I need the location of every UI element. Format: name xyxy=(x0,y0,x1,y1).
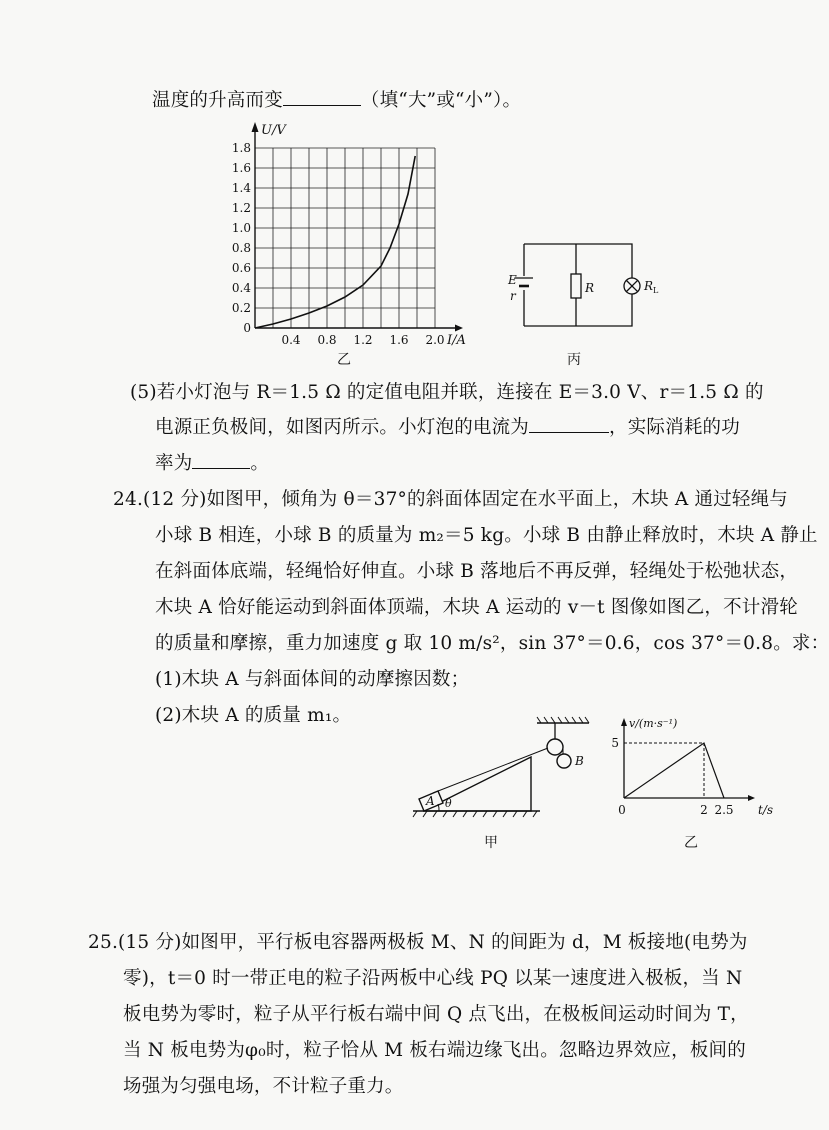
iu-x-tick-label: 1.6 xyxy=(389,333,409,347)
vt-x-tick-label: 2.5 xyxy=(714,803,734,817)
incline-diagram xyxy=(405,715,605,825)
q25-line: 当 N 板电势为φ₀时，粒子恰从 M 板右端边缘飞出。忽略边界效应，板间的 xyxy=(123,1040,746,1061)
q25-line: 25.(15 分)如图甲，平行板电容器两极板 M、N 的间距为 d，M 板接地(电势为 xyxy=(88,932,748,953)
iu-y-tick-label: 0.8 xyxy=(231,241,251,255)
vt-y-arrow xyxy=(621,718,627,726)
q24-line: 在斜面体底端，轻绳恰好伸直。小球 B 落地后不再反弹，轻绳处于松弛状态， xyxy=(155,561,799,582)
iu-y-arrow xyxy=(252,122,259,132)
label-r: R xyxy=(585,281,595,295)
q5-text: 电源正负极间，如图丙所示。小灯泡的电流为 xyxy=(155,417,530,438)
circuit-wires xyxy=(524,244,632,326)
battery-symbol xyxy=(515,278,533,286)
q5-line-1: (5)若小灯泡与 R＝1.5 Ω 的定值电阻并联，连接在 E＝3.0 V、r＝1.5 Ω 的 xyxy=(130,382,764,403)
q4-tail-hint: （填“大”或“小”）。 xyxy=(360,90,522,111)
q4-tail-text: 温度的升高而变 xyxy=(152,90,283,111)
iu-chart-caption: 乙 xyxy=(337,352,351,368)
label-b: B xyxy=(575,754,584,768)
iu-curve xyxy=(255,156,415,328)
pulley xyxy=(547,739,563,755)
q25-line: 零)，t＝0 时一带正电的粒子沿两板中心线 PQ 以某一速度进入极板，当 N xyxy=(123,968,743,989)
ceiling xyxy=(537,717,589,723)
vt-chart xyxy=(606,716,786,824)
vt-x-tick-label: 0 xyxy=(618,803,626,817)
q5-line-3 xyxy=(155,449,269,475)
q24-line: 小球 B 相连，小球 B 的质量为 m₂＝5 kg。小球 B 由静止释放时，木块 A 静止 xyxy=(155,525,818,546)
q24-line: (1)木块 A 与斜面体间的动摩擦因数； xyxy=(155,669,470,690)
iu-y-tick-label: 1.0 xyxy=(231,221,251,235)
iu-x-arrow xyxy=(455,325,463,332)
iu-y-tick-label: 1.6 xyxy=(231,161,251,175)
vt-caption: 乙 xyxy=(684,835,698,851)
answer-blank[interactable] xyxy=(192,450,250,470)
circuit-diagram xyxy=(500,240,659,340)
label-rl: $R_L$ xyxy=(644,279,659,295)
q24-line: 的质量和摩擦，重力加速度 g 取 10 m/s²，sin 37°＝0.6，cos 37°＝0.8。求： xyxy=(155,633,829,654)
vt-x-axis-label: t/s xyxy=(758,803,774,817)
vt-axes xyxy=(621,718,755,801)
iu-chart xyxy=(215,118,485,350)
q24-line: 24.(12 分)如图甲，倾角为 θ＝37°的斜面体固定在水平面上，木块 A 通过轻绳与 xyxy=(113,489,789,510)
incline-caption: 甲 xyxy=(484,835,498,851)
vt-line xyxy=(624,743,724,798)
iu-x-tick-label: 2.0 xyxy=(425,333,445,347)
ground xyxy=(413,811,540,817)
q5-line-2 xyxy=(155,413,740,439)
iu-y-tick-label: 1.2 xyxy=(231,201,251,215)
label-r-internal: r xyxy=(510,289,516,303)
vt-x-arrow xyxy=(748,795,755,801)
iu-y-tick-label: 1.4 xyxy=(231,181,251,195)
iu-x-tick-label: 0.4 xyxy=(281,333,301,347)
iu-x-axis-label: I/A xyxy=(447,333,466,348)
answer-blank[interactable] xyxy=(529,414,609,434)
q5-text: ，实际消耗的功 xyxy=(609,417,740,438)
iu-grid xyxy=(255,148,435,328)
q25-line: 板电势为零时，粒子从平行板右端中间 Q 点飞出，在极板间运动时间为 T， xyxy=(123,1004,749,1025)
resistor-r-symbol xyxy=(571,274,581,298)
label-a: A xyxy=(426,794,435,808)
q24-line: 木块 A 恰好能运动到斜面体顶端，木块 A 运动的 v－t 图像如图乙，不计滑轮 xyxy=(155,597,798,618)
iu-y-tick-label: 0.2 xyxy=(231,301,251,315)
q4-tail-line xyxy=(152,86,521,112)
iu-y-axis-label: U/V xyxy=(261,123,286,138)
iu-y-tick-label: 1.8 xyxy=(231,141,251,155)
lamp-symbol xyxy=(624,278,640,294)
iu-x-tick-label: 1.2 xyxy=(353,333,373,347)
circuit-caption: 丙 xyxy=(567,352,581,368)
vt-x-tick-label: 2 xyxy=(700,803,708,817)
ball-b xyxy=(557,754,571,768)
vt-y-tick-label: 5 xyxy=(611,736,619,750)
q24-line: (2)木块 A 的质量 m₁。 xyxy=(155,705,352,726)
iu-y-tick-label: 0.6 xyxy=(231,261,251,275)
vt-tick-labels xyxy=(611,736,733,817)
label-e: E xyxy=(508,273,517,287)
iu-axes xyxy=(252,122,464,332)
iu-x-tick-label: 0.8 xyxy=(317,333,337,347)
q5-text: 。 xyxy=(250,453,270,474)
vt-y-axis-label: v/(m·s⁻¹) xyxy=(629,717,678,730)
answer-blank[interactable] xyxy=(283,87,361,107)
q25-line: 场强为匀强电场，不计粒子重力。 xyxy=(123,1076,404,1097)
iu-y-tick-label: 0.4 xyxy=(231,281,251,295)
iu-y-tick-label: 0 xyxy=(243,321,251,335)
label-theta: θ xyxy=(445,797,452,810)
q5-text: 率为 xyxy=(155,453,193,474)
